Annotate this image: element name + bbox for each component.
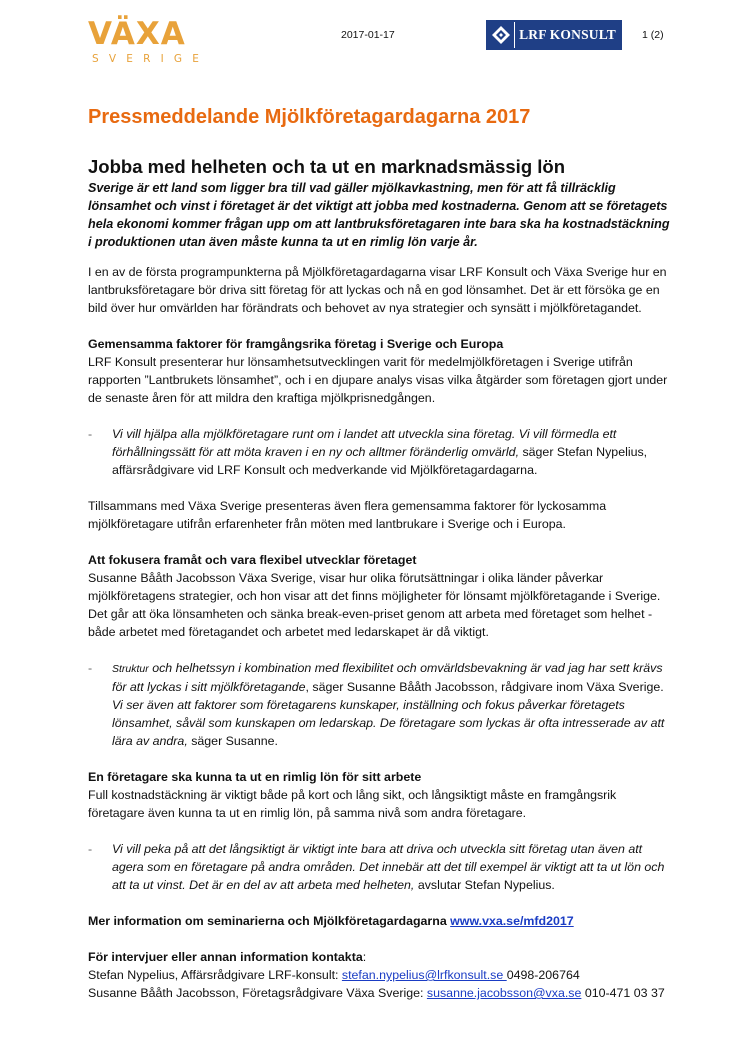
contact-heading: För intervjuer eller annan information kontakta [88,950,363,964]
lrf-emblem-icon [488,22,514,48]
contact-phone-1: 0498-206764 [506,968,580,982]
quote-italic: Vi vill peka på att det långsiktigt är viktigt inte bara att driva och utveckla sitt företag utan även att agera som en företagare på andra områden. Det innebär att det till exempel är viktigt att ta ut lön och att ta ut vinst. Det är en del av att arbeta med helheten, [112,842,665,892]
section-3-body: Full kostnadstäckning är viktigt både på kort och lång sikt, och långsiktigt måste en framgångsrik företagare även kunna ta ut en rimlig lön, på samma nivå som andra företagare. [88,788,617,820]
section-2-title: Att fokusera framåt och vara flexibel utvecklar företaget [88,553,417,567]
intro-paragraph: I en av de första programpunkterna på Mjölkföretagardagarna visar LRF Konsult och Växa Sverige hur en lantbruksföretagare bör driva sitt företag för att lyckas och nå en god lönsamhet. Det är ett försöka ge en bild över hur omvärlden har förändrats och behovet av nya strategier och synsätt i mjölkföretagandet. [88,265,667,315]
contact-email-1[interactable]: stefan.nypelius@lrfkonsult.se [341,968,507,982]
quote-italic: och helhetssyn i kombination med flexibilitet och omvärldsbevakning är vad jag har sett krävs för att lyckas i sitt mjölkföretagande [112,661,663,694]
quote-italic: Vi vill hjälpa alla mjölkföretagare runt om i landet att utveckla sina företag. Vi vill förmedla ett förhållningssätt för att möta kraven i en ny och alltmer föränderlig omvärld, [112,427,617,459]
page-number: 1 (2) [642,29,664,41]
quote-attribution: avslutar Stefan Nypelius. [414,878,555,892]
quote-small-italic: Struktur [112,663,149,675]
contact-email-2[interactable]: susanne.jacobsson@vxa.se [426,986,582,1000]
contact-person-1: Stefan Nypelius, Affärsrådgivare LRF-konsult: [88,968,342,982]
more-info-link[interactable]: www.vxa.se/mfd2017 [450,914,574,928]
section-2-body: Susanne Bååth Jacobsson Växa Sverige, visar hur olika förutsättningar i olika länder påverkar mjölkföretagens strategier, och hon visar att det finns möjligheter för lönsamt mjölkföretagande i Sverige. Det går att öka lönsamheten och sänka break-even-priset genom att arbeta med företaget som helhet - både arbetet med företagandet och arbetet med ledarskapet är då viktigt. [88,571,661,639]
quote-italic: Vi ser även att faktorer som företagarens kunskaper, inställning och fokus påverkar företagets lönsamhet, såväl som kunskapen om ledarskap. De företagare som lyckas är ofta intresserade av att lära av andra, [112,698,665,748]
contact-block [88,948,674,1002]
document-title: Pressmeddelande Mjölkföretagardagarna 2017 [88,106,531,128]
document-body [88,104,674,1002]
quote-dash: - [88,842,93,856]
contact-heading-colon: : [362,950,367,964]
lrf-konsult-logo [486,20,622,50]
quote-attribution: säger Stefan Nypelius, affärsrådgivare vid LRF Konsult och medverkande vid Mjölkföretagardagarna. [112,445,648,477]
quote-dash: - [88,427,93,441]
quote-attribution: säger Susanne. [187,734,279,748]
section-3 [88,768,674,822]
document-date: 2017-01-17 [341,29,395,41]
logo-word: VÄXA [88,16,186,52]
section-1-after: Tillsammans med Växa Sverige presenteras även flera gemensamma faktorer för lyckosamma mjölkföretagare utifrån erfarenheter från möten med lantbrukare i Sverige och i Europa. [88,499,607,531]
section-2 [88,551,674,641]
lead-paragraph: Sverige är ett land som ligger bra till vad gäller mjölkavkastning, men för att få tillräcklig lönsamhet och vinst i företaget är det viktigt att jobba med kostnaderna. Genom att se företagets hela ekonomi kommer frågan upp om att lantbruksföretagaren inte bara ska ha kostnadstäckning i produktionen utan även måste kunna ta ut en rimlig lön varje år. [88,181,670,249]
vaxa-sverige-logo [88,18,210,68]
logo-sub: SVERIGE [92,53,210,65]
more-info-label: Mer information om seminarierna och Mjölkföretagardagarna [88,914,451,928]
section-1-title: Gemensamma faktorer för framgångsrika företag i Sverige och Europa [88,337,504,351]
document-subtitle: Jobba med helheten och ta ut en marknadsmässig lön [88,156,565,177]
section-1-body: LRF Konsult presenterar hur lönsamhetsutvecklingen varit för medelmjölkföretagen i Sverige utifrån rapporten ”Lantbrukets lönsamhet”, och i en djupare analys visas vilka åtgärder som företagen gjort under de senaste åren för att mildra den kraftiga mjölkprisnedgången. [88,355,668,405]
contact-phone-2: 010-471 03 37 [581,986,665,1000]
lrf-logo-text: LRF KONSULT [515,22,620,48]
contact-person-2: Susanne Bååth Jacobsson, Företagsrådgivare Växa Sverige: [88,986,427,1000]
section-2-quote [88,659,674,750]
section-3-title: En företagare ska kunna ta ut en rimlig lön för sitt arbete [88,770,422,784]
quote-attribution: , säger Susanne Bååth Jacobsson, rådgivare inom Växa Sverige. [305,680,664,694]
section-1-quote [88,425,674,479]
quote-dash: - [88,661,93,675]
section-3-quote [88,840,674,894]
section-1 [88,335,674,407]
more-info [88,912,674,930]
